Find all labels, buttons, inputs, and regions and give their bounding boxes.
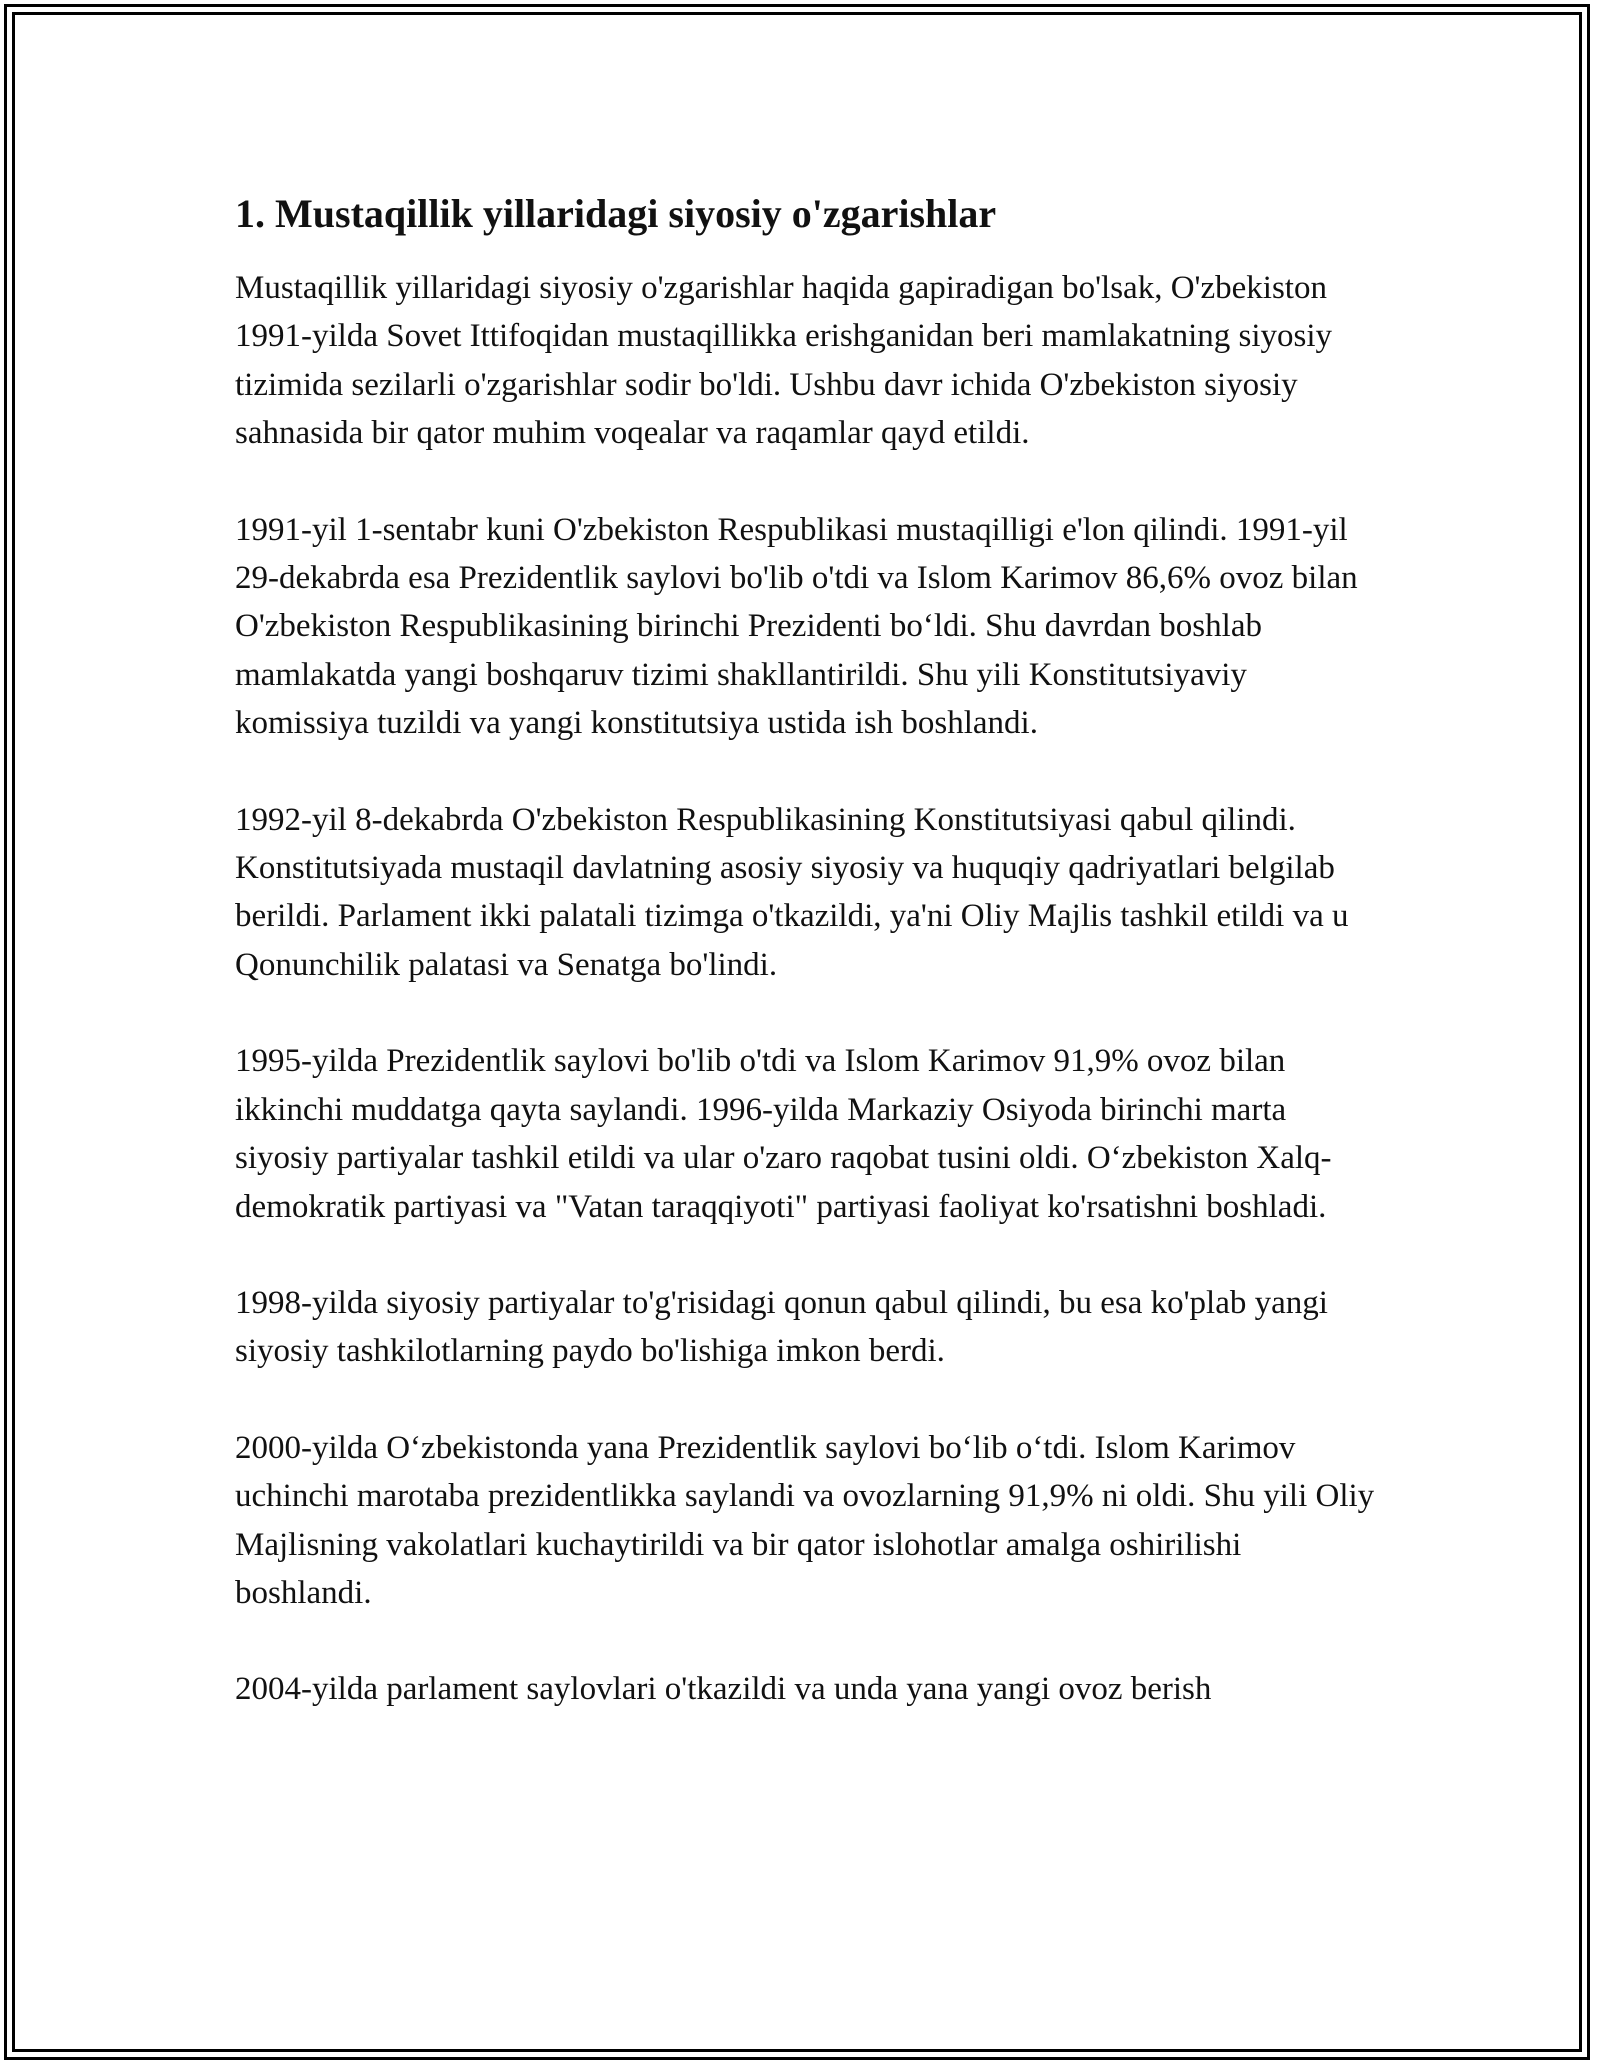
paragraph-1995: 1995-yilda Prezidentlik saylovi bo'lib o'tdi va Islom Karimov 91,9% ovoz bilan ikkinchi muddatga qayta saylandi. 1996-yilda Markaziy Osiyoda birinchi marta siyosiy partiyalar tashkil etildi va ular o'zaro raqobat tusini oldi. O‘zbekiston Xalq-demokratik partiyasi va "Vatan taraqqiyoti" partiyasi faoliyat ko'rsatishni boshladi.	[235, 1043, 1332, 1225]
paragraph-2004: 2004-yilda parlament saylovlari o'tkazildi va unda yana yangi ovoz berish	[235, 1671, 1212, 1708]
paragraph-1991: 1991-yil 1-sentabr kuni O'zbekiston Respublikasi mustaqilligi e'lon qilindi. 1991-yil 29-dekabrda esa Prezidentlik saylovi bo'lib o'tdi va Islom Karimov 86,6% ovoz bilan O'zbekiston Respublikasining birinchi Prezidenti bo‘ldi. Shu davrdan boshlab mamlakatda yangi boshqaruv tizimi shakllantirildi. Shu yili Konstitutsiyaviy komissiya tuzildi va yangi konstitutsiya ustida ish boshlandi.	[235, 511, 1358, 742]
paragraph-intro: Mustaqillik yillaridagi siyosiy o'zgarishlar haqida gapiradigan bo'lsak, O'zbekiston 1991-yilda Sovet Ittifoqidan mustaqillikka erishganidan beri mamlakatning siyosiy tizimida sezilarli o'zgarishlar sodir bo'ldi. Ushbu davr ichida O'zbekiston siyosiy sahnasida bir qator muhim voqealar va raqamlar qayd etildi.	[235, 270, 1333, 452]
document-page	[235, 186, 1375, 1762]
paragraph-2000: 2000-yilda O‘zbekistonda yana Prezidentlik saylovi bo‘lib o‘tdi. Islom Karimov uchinchi marotaba prezidentlikka saylandi va ovozlarning 91,9% ni oldi. Shu yili Oliy Majlisning vakolatlari kuchaytirildi va bir qator islohotlar amalga oshirilishi boshlandi.	[235, 1429, 1375, 1611]
section-heading: 1. Mustaqillik yillaridagi siyosiy o'zgarishlar	[235, 191, 997, 236]
paragraph-1998: 1998-yilda siyosiy partiyalar to'g'risidagi qonun qabul qilindi, bu esa ko'plab yangi siyosiy tashkilotlarning paydo bo'lishiga imkon berdi.	[235, 1284, 1328, 1370]
paragraph-1992: 1992-yil 8-dekabrda O'zbekiston Respublikasining Konstitutsiyasi qabul qilindi. Konstitutsiyada mustaqil davlatning asosiy siyosiy va huquqiy qadriyatlari belgilab berildi. Parlament ikki palatali tizimga o'tkazildi, ya'ni Oliy Majlis tashkil etildi va u Qonunchilik palatasi va Senatga bo'lindi.	[235, 801, 1349, 983]
